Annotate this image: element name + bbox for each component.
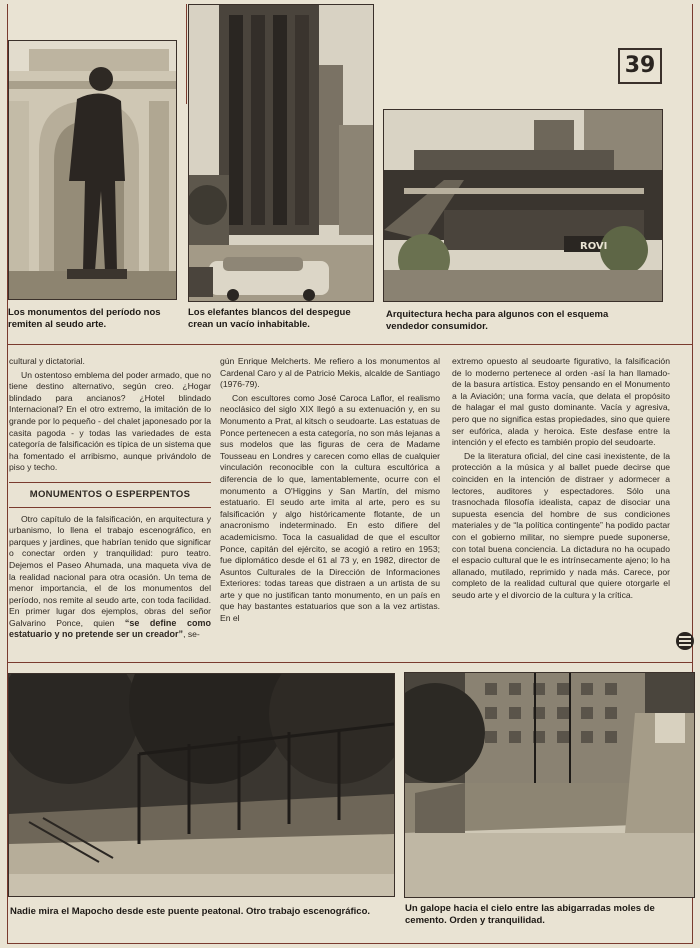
section-subheading: MONUMENTOS O ESPERPENTOS	[29, 488, 191, 500]
col3-paragraph-1: extremo opuesto al seudoarte figurativo, la falsificación de lo moderno pertenece al orden -así la han llamado- de la basura artística. Estoy pensando en el Monumento a la Aviación; una forma vacía, que delata el propósito de halagar el mal gusto dominante. Vacía y agresiva, pero que no significa estas propiedades, sino que quiere ser eufórica, alada y heroica. Este desfase entre la intención y el efecto es también propio del seudoarte.	[452, 356, 670, 448]
towers-photo	[188, 4, 374, 302]
page-bottom-rule	[7, 943, 693, 944]
sculptor-quote: “se define como estatuario y no pretende ser un creador”	[9, 617, 211, 640]
col1-paragraph-2: Un ostentoso emblema del poder armado, que no tiene destino alternativo, según creo. ¿Hogar blindado para ancianos? ¿Hotel blindado Internacional? En el otro extremo, la imitación de lo grande por lo pequeño - del chalet japonesado por la casita pagoda - y todas las variedades de esta categoría de falsificación es típica de un sistema que ha fomentado el arribismo, aunque privándolo de piso y techo.	[9, 369, 211, 473]
plaza-caption: Un galope hacia el cielo entre las abigarradas moles de cemento. Orden y tranquilidad.	[405, 903, 655, 926]
bridge-photo	[8, 673, 395, 897]
towers-caption: Los elefantes blancos del despegue crean un vacío inhabitable.	[188, 307, 351, 330]
col3-paragraph-2: De la literatura oficial, del cine casi inexistente, de la protección a la música y al ballet puede decirse que coinciden en la intención de distraer y adormecer a lectores, auditores y espectadores. Sólo una trasnochada filosofía idealista, capaz de disociar una supuesta esencia del hombre de sus condiciones materiales y de “la política contingente” ha podido pactar con el gobierno militar, no siempre puede suponerse, con total buena conciencia. La dictadura no ha ocupado el espacio cultural que le es intrínsecamente ajeno; lo ha allanado, mutilado, reprimido y nada más. Carece, por completo de la realidad cultural que quiere otorgarle el seudo arte y el divorcio de la cultura y la crítica.	[452, 450, 670, 600]
col2-paragraph-1: gún Enrique Melcherts. Me refiero a los monumentos al Cardenal Caro y al de Patricio Mekis, alcalde de Santiago (1976-79).	[220, 356, 440, 390]
text-column-3	[452, 356, 670, 603]
statue-photo	[8, 40, 177, 300]
subhead-rule	[9, 482, 211, 483]
building-caption: Arquitectura hecha para algunos con el esquema vendedor consumidor.	[386, 309, 609, 332]
subhead-rule-bottom	[9, 507, 211, 508]
continuation-bullet-icon	[676, 632, 694, 650]
text-bottom-rule	[7, 662, 693, 663]
col1-paragraph-1: cultural y dictatorial.	[9, 356, 85, 366]
plaza-photo	[404, 672, 695, 898]
building-photo	[383, 109, 663, 302]
column-rule-1	[186, 4, 187, 104]
building-sign-text: ROVI	[580, 241, 608, 252]
col1-paragraph-3: Otro capítulo de la falsificación, en arquitectura y urbanismo, lo llena el trabajo escenográfico, en parques y jardines, que habrían tenido que significar o conectar orden y tranquilidad: puro teatro. Dejemos el Paseo Ahumada, una maqueta viva de la realidad nacional para otra ocasión. Un tema de menor importancia, el de los monumentos del período, nos remite al seudo arte, con toda facilidad. En primer lugar dos ejemplos, obras del señor Galvarino Ponce, quien “se define como estatuario y no pretende ser un creador”, se-	[9, 513, 211, 640]
text-column-1	[9, 356, 211, 643]
text-column-2	[220, 356, 440, 627]
col2-paragraph-2: Con escultores como José Caroca Laflor, el realismo neoclásico del siglo XIX llegó a su extenuación y, en su Monumento a Prat, al kitsch o seudoarte. Las estatuas de Ponce pertenecen a esta categoría, no son más lejanas a sus modelos que las figuras de cera de Madame Tousseau en Londres y carecen como ellas de cualquier vinculación reconocible con la cultura escultórica a diferencia de lo que, lamentablemente, ocurre con el monumento a O'Higgins y San Martín, del mismo estatuario. El seudo arte imita al arte, pero es su falsificación y algo históricamente flotante, de un anacronismo indeterminado. En esto difiere del academicismo. Toca la casualidad de que el escultor Ponce, capitán del ejército, se acogió a retiro en 1953; fue diplomático desde el 61 al 73 y, en 1982, director de Asuntos Culturales de la Dirección de Informaciones Exteriores: todas tareas que distraen a un artista de su arte y que no justifican tanto monumento, en un país en que hay bastantes estatuarios que son a la vez artistas. En el	[220, 392, 440, 624]
statue-caption: Los monumentos del período nos remiten al seudo arte.	[8, 307, 161, 330]
bridge-caption: Nadie mira el Mapocho desde este puente peatonal. Otro trabajo escenográfico.	[10, 906, 371, 917]
caption-bottom-rule	[7, 344, 693, 345]
page-number: 39	[618, 48, 662, 84]
